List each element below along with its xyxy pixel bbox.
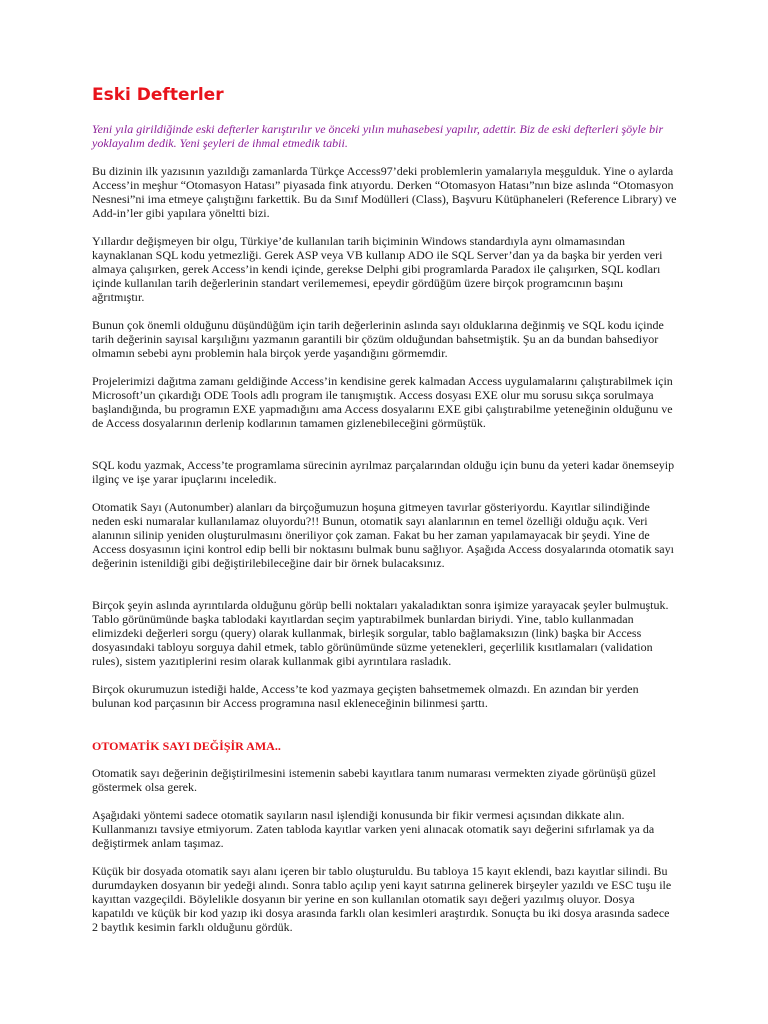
body-paragraph: Bu dizinin ilk yazısının yazıldığı zamanlarda Türkçe Access97’deki problemlerin yamalarıyla meşgulduk. Yine o aylarda Access’in meşhur “Otomasyon Hatası” piyasada fink atıyordu. Derken “Otomasyon Hatası”nın bize aslında “Otomasyon Nesnesi”ni ima etmeye çalıştığını farkettik. Bu da Sınıf Modülleri (Class), Başvuru Kütüphaneleri (Reference Library) ve Add-in’ler gibi yapılara yöneltti bizi. bbox=[92, 164, 677, 220]
body-paragraph: SQL kodu yazmak, Access’te programlama sürecinin ayrılmaz parçalarından olduğu için bunu da yeteri kadar önemseyip ilginç ve işe yarar ipuçlarını inceledik. bbox=[92, 458, 675, 486]
body-paragraph: Yıllardır değişmeyen bir olgu, Türkiye’de kullanılan tarih biçiminin Windows standardıyla aynı olmamasından kaynaklanan SQL kodu yetmezliği. Gerek ASP veya VB kullanıp ADO ile SQL Server’dan ya da başka bir yerden veri almaya çalışırken, gerek Access’in kendi içinde, gerekse Delphi gibi programlarda Paradox ile çalışırken, SQL kodları içinde kullanılan tarih değerlerinin standart verilememesi, epeydir gördüğüm üzere birçok programcının başını ağrıtmıştır. bbox=[92, 234, 663, 304]
section-paragraph: Aşağıdaki yöntemi sadece otomatik sayıların nasıl işlendiği konusunda bir fikir vermesi açısından dikkate alın. Kullanmanızı tavsiye etmiyorum. Zaten tabloda kayıtlar varken yeni alınacak otomatik sayı değerini sıfırlamak ya da değiştirmek anlam taşımaz. bbox=[92, 808, 655, 850]
page-title: Eski Defterler bbox=[92, 85, 224, 105]
section-paragraph: Küçük bir dosyada otomatik sayı alanı içeren bir tablo oluşturuldu. Bu tabloya 15 kayıt eklendi, bazı kayıtlar silindi. Bu durumdayken dosyanın bir yedeği alındı. Sonra tablo açılıp yeni kayıt satırına gelinerek birşeyler yazıldı ve ESC tuşu ile kayıttan vazgeçildi. Böylelikle dosyanın bir yerine en son kullanılan otomatik sayı değeri yazılmış oluyor. Dosya kapatıldı ve küçük bir kod yazıp iki dosya arasında farklı olan kesimleri araştırdık. Sonuçta bu iki dosya arasında sadece 2 baytlık kesimin farklı olduğunu gördük. bbox=[92, 864, 672, 934]
body-paragraph: Birçok okurumuzun istediği halde, Access’te kod yazmaya geçişten bahsetmemek olmazdı. En azından bir yerden bulunan kod parçasının bir Access programına nasıl ekleneceğinin bilinmesi şarttı. bbox=[92, 682, 639, 710]
section-heading: OTOMATİK SAYI DEĞİŞİR AMA.. bbox=[92, 739, 281, 753]
section-paragraph: Otomatik sayı değerinin değiştirilmesini istemenin sabebi kayıtlara tanım numarası vermekten ziyade görünüşü güzel göstermek olsa gerek. bbox=[92, 766, 656, 794]
intro-paragraph: Yeni yıla girildiğinde eski defterler karıştırılır ve önceki yılın muhasebesi yapılır, adettir. Biz de eski defterleri şöyle bir yoklayalım dedik. Yeni şeyleri de ihmal etmedik tabii. bbox=[92, 122, 664, 150]
body-paragraph: Bunun çok önemli olduğunu düşündüğüm için tarih değerlerinin aslında sayı olduklarına değinmiş ve SQL kodu içinde tarih değerinin sayısal karşılığını yazmanın garantili bir çözüm olduğundan bahsetmiştik. Şu an da bundan bahsediyor olmamın sebebi aynı problemin hala birçok yerde yaşandığını görmemdir. bbox=[92, 318, 664, 360]
body-paragraph: Birçok şeyin aslında ayrıntılarda olduğunu görüp belli noktaları yakaladıktan sonra işimize yarayacak şeyler bulmuştuk. Tablo görünümünde başka tablodaki kayıtlardan seçim yaptırabilmek bunlardan biriydi. Yine, tablo kullanmadan elimizdeki değerleri sorgu (query) olarak kullanmak, birleşik sorgular, tablo bağlamaksızın (link) başka bir Access dosyasındaki tabloyu sorguya dahil etmek, tablo görünümünde süzme yetenekleri, geçerlilik kısıtlamaları (validation rules), sistem yazıtiplerini resim olarak kullanmak gibi ayrıntılara rasladık. bbox=[92, 598, 669, 668]
body-paragraph: Projelerimizi dağıtma zamanı geldiğinde Access’in kendisine gerek kalmadan Access uygulamalarını çalıştırabilmek için Microsoft’un çıkardığı ODE Tools adlı program ile tanışmıştık. Access dosyası EXE olur mu sorusu sıkça sorulmaya başlandığında, bu programın EXE yapmadığını ama Access dosyalarını EXE gibi çalıştırabilme yeteneğinin olduğunu ve de Access dosyalarının derlenip kodlarının tamamen gizlenebileceğini görmüştük. bbox=[92, 374, 673, 430]
body-paragraph: Otomatik Sayı (Autonumber) alanları da birçoğumuzun hoşuna gitmeyen tavırlar gösteriyordu. Kayıtlar silindiğinde neden eski numaralar kullanılamaz oluyordu?!! Bunun, otomatik sayı alanlarının en temel özelliği olduğu açık. Veri alanının silinip yeniden oluşturulmasını öneriliyor çok zaman. Fakat bu her zaman yapılamayacak bir şeydi. Yine de Access dosyasının içini kontrol edip belli bir noktasını bulmak bunu sağlıyor. Aşağıda Access dosyalarında otomatik sayı değerinin istenildiği gibi değiştirilebileceğine dair bir örnek bulacaksınız. bbox=[92, 500, 674, 570]
